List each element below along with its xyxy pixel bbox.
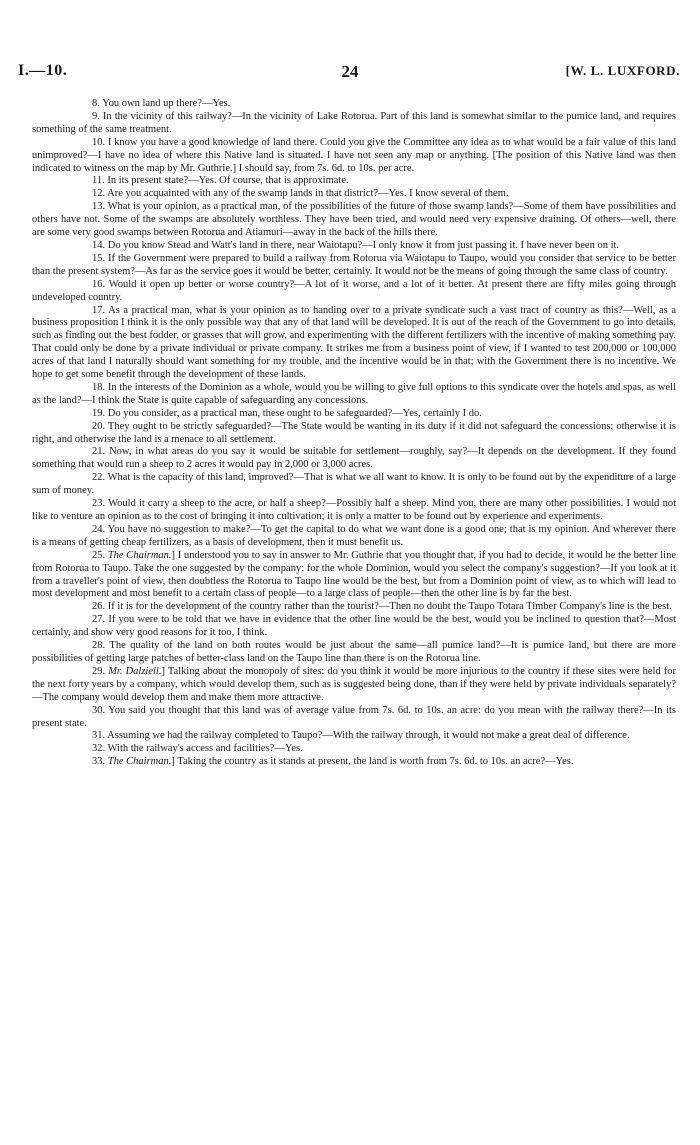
question-29: 29. Mr. Dalziell.] Talking about the monopoly of sites: do you think it would be more injurious to the country if these sites were held for the next forty years by a company, which would develop them, such as is suggested being done, than if they were held by private individuals separately?—The company would develop them and make them more attractive. (32, 665, 676, 703)
question-33: 33. The Chairman.] Taking the country as it stands at present, the land is worth from 7s. 6d. to 10s. an acre?—Yes. (92, 756, 574, 768)
question-11: 11. In its present state?—Yes. Of course, that is approximate. (92, 175, 349, 187)
question-19: 19. Do you consider, as a practical man, these ought to be safeguarded?—Yes, certainly I do. (92, 407, 482, 419)
question-27: 27. If you were to be told that we have in evidence that the other line would be the best, would you be inclined to question that?—Most certainly, and show very good reasons for it too, I think. (32, 614, 676, 639)
question-16: 16. Would it open up better or worse country?—A lot of it worse, and a lot of it better. At present there are fifty miles going through undeveloped country. (32, 278, 676, 303)
question-23: 23. Would it carry a sheep to the acre, or half a sheep?—Possibly half a sheep. Mind you, there are many other possibilities. I would not like to venture an opinion as to the cost of bringing it into cultivation; it is only a matter to be found out by experience and experiments. (32, 498, 676, 522)
question-13: 13. What is your opinion, as a practical man, of the possibilities of the future of those swamp lands?—Some of them have possibilities and others have not. Some of the swamps are absolutely worthless. They have been tried, and would need very expensive draining. Of others—well, there are some very good swamps between Rotorua and Atiamuri—away in the back of the hills there. (32, 201, 676, 239)
question-30: 30. You said you thought that this land was of average value from 7s. 6d. to 10s. an acre: do you mean with the railway there?—In its present state. (32, 704, 676, 729)
question-14: 14. Do you know Stead and Watt's land in there, near Waiotapu?—I only know it from just passing it. I have never been on it. (92, 239, 620, 251)
question-22: 22. What is the capacity of this land, improved?—That is what we all want to know. It is only to be found out by the expenditure of a large sum of money. (32, 472, 676, 497)
page-header (18, 62, 682, 86)
page-number: 24 (341, 62, 359, 81)
question-12: 12. Are you acquainted with any of the swamp lands in that district?—Yes. I know several of them. (92, 188, 509, 200)
question-28: 28. The quality of the land on both routes would be just about the same—all pumice land?—It is pumice land, but there are more possibilities of getting large patches of better-class land on the Taupo line than there is on the Rotorua line. (32, 640, 676, 664)
question-32: 32. With the railway's access and facilities?—Yes. (92, 743, 303, 755)
question-18: 18. In the interests of the Dominion as a whole, would you be willing to give full options to this syndicate over the hotels and spas, as well as the land?—I think the State is quite capable of safeguarding any concessions. (32, 381, 676, 406)
question-10: 10. I know you have a good knowledge of land there. Could you give the Committee any idea as to what would be a fair value of this land unimproved?—I have no idea of where this Native land is situated. I have not seen any map or anything. [The position of this Native land was then indicated to witness on the map by Mr. Guthrie.] I should say, from 7s. 6d. to 10s. per acre. (32, 136, 676, 174)
question-24: 24. You have no suggestion to make?—To get the capital to do what we want done is a good one; that is my opinion. And wherever there is a means of getting cheap fertilizers, as a basis of development, then it must benefit us. (32, 523, 676, 548)
question-25: 25. The Chairman.] I understood you to say in answer to Mr. Guthrie that you thought that, if you had to decide, it would be the better line from Rotorua to Taupo. Take the one suggested by the company: for the whole Dominion, would you select the company's suggestion?—If you look at it from a traveller's point of view, then doubtless the Rotorua to Taupo line would be the best, but from a Dominion point of view, as to which will lead to most development and most benefit to a certain class of people—to a large class of people—then the other line is by far the best. (32, 549, 676, 600)
question-15: 15. If the Government were prepared to build a railway from Rotorua via Waiotapu to Taupo, would you consider that service to be better than the present system?—As far as the service goes it would be better, certainly. It would not be the means of going through the same class of country. (32, 252, 676, 277)
question-21: 21. Now, in what areas do you say it would be suitable for settlement—roughly, say?—It depends on the development. If they found something that would run a sheep to 2 acres it would pay in 2,000 or 3,000 acres. (32, 446, 676, 471)
speaker-label: Mr. Dalziell. (108, 665, 162, 677)
question-9: 9. In the vicinity of this railway?—In the vicinity of Lake Rotorua. Part of this land is somewhat similar to the pumice land, and requires something of the same treatment. (32, 110, 676, 135)
question-8: 8. You own land up there?—Yes. (92, 98, 231, 109)
witness-name: [W. L. LUXFORD. (565, 63, 680, 78)
speaker-label: The Chairman. (107, 756, 172, 768)
question-31: 31. Assuming we had the railway completed to Taupo?—With the railway through, it would not make a great deal of difference. (92, 730, 630, 742)
document-reference: I.—10. (18, 62, 68, 79)
question-17: 17. As a practical man, what is your opinion as to handing over to a private syndicate such a vast tract of country as this?—Well, as a business proposition I think it is the only possible way that any of that land will be developed. It is out of the reach of the Government to go into details, such as finding out the best fodder, or grasses that will grow, and experimenting with the different fertilizers with the incentive of making something pay. That could only be done by a private individual or private company. It strikes me from a business point of view, if I wanted to test 200,000 or 100,000 acres of that land I naturally should want something for my trouble, and the incentive would be in that; with the Government there is no incentive. We hope to get some benefit through the development of these lands. (32, 304, 676, 381)
question-20: 20. They ought to be strictly safeguarded?—The State would be wanting in its duty if it did not safeguard the concessions; otherwise it is right, and otherwise the land is a menace to all settlement. (32, 420, 676, 445)
speaker-label: The Chairman. (107, 549, 172, 561)
evidence-body (32, 98, 676, 769)
question-26: 26. If it is for the development of the country rather than the tourist?—Then no doubt the Taupo Totara Timber Company's line is the best. (92, 601, 672, 613)
